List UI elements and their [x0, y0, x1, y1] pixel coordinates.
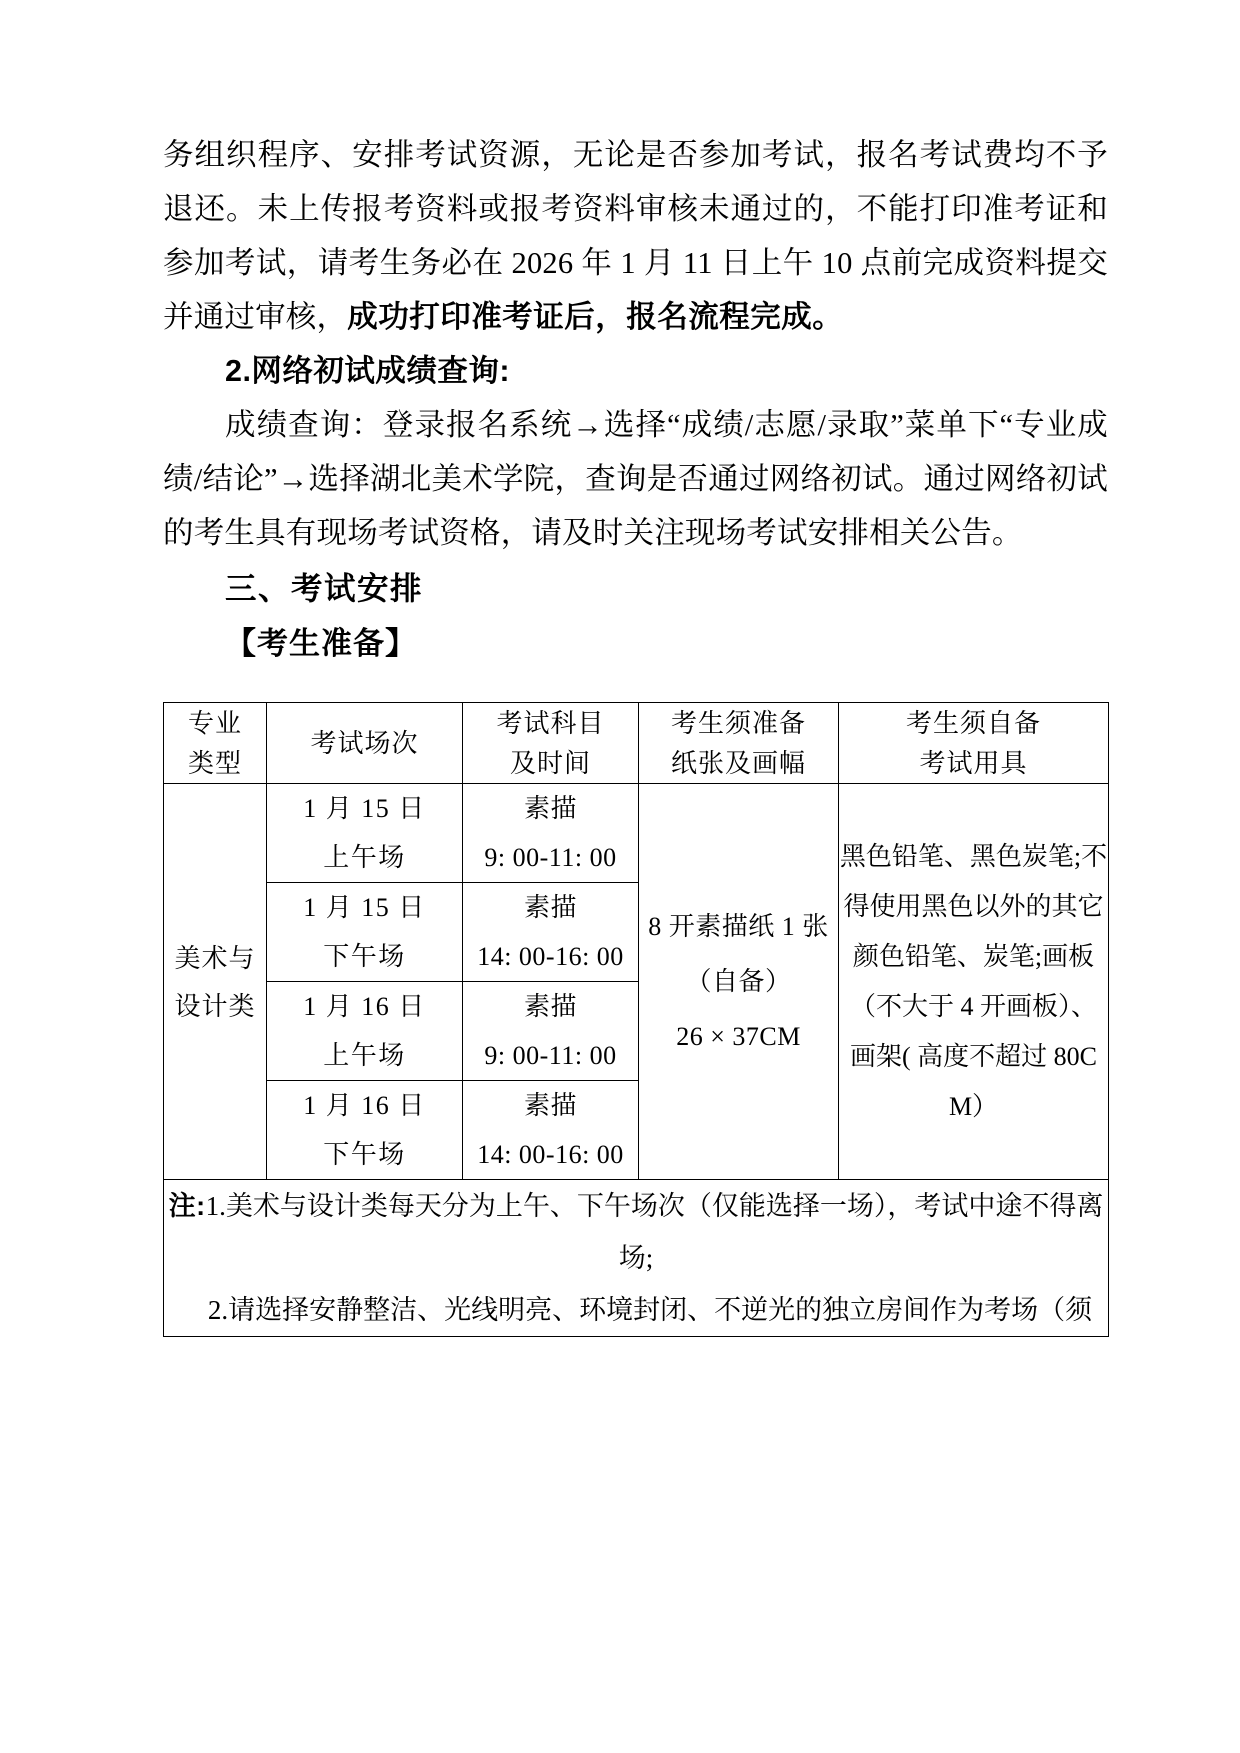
cell-session-2 [267, 883, 463, 982]
cell-subject-2-name: 素描 [523, 893, 577, 922]
header-exam-session-line-1: 考试场次 [310, 728, 419, 758]
header-paper-size-line-2: 纸张及画幅 [670, 748, 806, 778]
cell-session-3-period: 上午场 [323, 1041, 406, 1070]
page-content [163, 128, 1108, 1337]
header-exam-tools-line-2: 考试用具 [919, 748, 1028, 778]
cell-subject-1-time: 9: 00-11: 00 [484, 843, 617, 872]
cell-session-1-date: 1 月 15 日 [303, 794, 426, 823]
cell-subject-4-time: 14: 00-16: 00 [477, 1140, 624, 1169]
table-header-row [164, 703, 1109, 784]
cell-subject-1 [463, 784, 639, 883]
header-subject-time-line-2: 及时间 [509, 748, 591, 778]
note-item-1-text: 1.美术与设计类每天分为上午、下午场次（仅能选择一场），考试中途不得离场; [205, 1191, 1104, 1273]
cell-session-3-date: 1 月 16 日 [303, 992, 426, 1021]
cell-session-3 [267, 982, 463, 1081]
note-item-2: 2.请选择安静整洁、光线明亮、环境封闭、不逆光的独立房间作为考场（须 [207, 1295, 1093, 1325]
cell-major-type-line-2: 设计类 [174, 990, 256, 1021]
header-major-type-line-2: 类型 [187, 748, 242, 778]
note-item-1 [164, 1180, 1108, 1284]
cell-tools-requirements: 黑色铅笔、黑色炭笔;不得使用黑色以外的其它颜色铅笔、炭笔;画板（不大于 4 开画板）、画架( 高度不超过 80CM） [839, 784, 1109, 1180]
paragraph-refund-policy [163, 128, 1108, 344]
paragraph-text-normal: 务组织程序、安排考试资源，无论是否参加考试，报名考试费均不予退还。未上传报考资料或报考资料审核未通过的，不能打印准考证和参加考试，请考生务必在 2026 年 1 月 11 日上午 10 点前完成资料提交并通过审核， [163, 138, 1108, 334]
header-major-type [164, 703, 267, 784]
paragraph-score-query: 成绩查询：登录报名系统→选择“成绩/志愿/录取”菜单下“专业成绩/结论”→选择湖北美术学院，查询是否通过网络初试。通过网络初试的考生具有现场考试资格，请及时关注现场考试安排相关公告。 [163, 408, 1108, 550]
cell-subject-4-name: 素描 [523, 1091, 577, 1120]
header-major-type-line-1: 专业 [187, 708, 242, 738]
cell-paper-line-3: 26 × 37CM [676, 1022, 801, 1051]
cell-session-4 [267, 1081, 463, 1180]
cell-paper-requirements [639, 784, 839, 1180]
cell-session-4-period: 下午场 [323, 1140, 406, 1169]
note-label: 注: [168, 1191, 206, 1221]
cell-subject-3 [463, 982, 639, 1081]
cell-session-1 [267, 784, 463, 883]
exam-schedule-table [163, 702, 1109, 1337]
header-paper-size-line-1: 考生须准备 [670, 708, 806, 738]
heading-exam-arrangement: 三、考试安排 [225, 570, 424, 606]
paragraph-text-bold: 成功打印准考证后，报名流程完成。 [347, 300, 844, 334]
cell-subject-3-time: 9: 00-11: 00 [484, 1041, 617, 1070]
header-exam-tools [839, 703, 1109, 784]
cell-session-2-period: 下午场 [323, 942, 406, 971]
header-subject-time-line-1: 考试科目 [496, 708, 605, 738]
cell-session-2-date: 1 月 15 日 [303, 893, 426, 922]
header-exam-session [267, 703, 463, 784]
cell-notes [164, 1180, 1109, 1337]
cell-session-1-period: 上午场 [323, 843, 406, 872]
header-exam-tools-line-1: 考生须自备 [905, 708, 1041, 738]
header-paper-size [639, 703, 839, 784]
cell-major-type-line-1: 美术与 [174, 942, 256, 973]
cell-session-4-date: 1 月 16 日 [303, 1091, 426, 1120]
cell-subject-2 [463, 883, 639, 982]
cell-subject-1-name: 素描 [523, 794, 577, 823]
heading-score-query: 2.网络初试成绩查询: [225, 354, 511, 388]
table-spacer [163, 672, 1108, 702]
header-subject-time [463, 703, 639, 784]
table-notes-row [164, 1180, 1109, 1337]
cell-subject-3-name: 素描 [523, 992, 577, 1021]
cell-subject-2-time: 14: 00-16: 00 [477, 942, 624, 971]
cell-subject-4 [463, 1081, 639, 1180]
table-row [164, 784, 1109, 883]
cell-major-type [164, 784, 267, 1180]
cell-paper-line-1: 8 开素描纸 1 张 [648, 912, 829, 941]
heading-candidate-preparation: 【考生准备】 [225, 626, 417, 661]
cell-paper-line-2: （自备） [685, 967, 792, 996]
